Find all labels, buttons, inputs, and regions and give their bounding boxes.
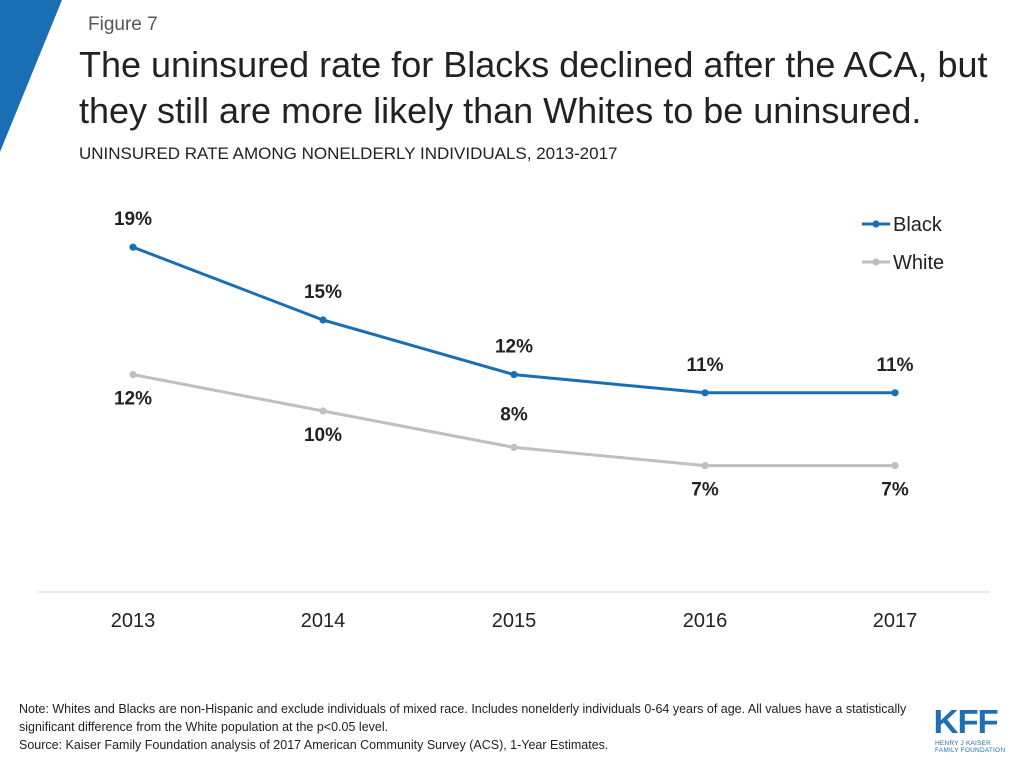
footnote [19, 700, 919, 754]
data-label-white-2016: 7% [691, 479, 719, 501]
data-point-black-2014 [319, 316, 326, 323]
x-tick-label-2014: 2014 [300, 610, 346, 632]
kff-logo-line1: HENRY J KAISER [935, 740, 992, 747]
x-tick-label-2013: 2013 [110, 610, 156, 632]
data-label-white-2014: 10% [303, 425, 343, 446]
footnote-note: Note: Whites and Blacks are non-Hispanic and exclude individuals of mixed race. Includes nonelderly individuals 0-64 years of age. All values have a statistically significant difference from the White population at the p<0.05 level. [19, 702, 907, 734]
data-label-white-2017: 7% [881, 479, 909, 501]
data-point-black-2013 [129, 244, 136, 251]
chart-subtitle: UNINSURED RATE AMONG NONELDERLY INDIVIDUALS, 2013-2017 [79, 144, 618, 163]
series-line-black [133, 247, 895, 393]
legend-marker-black [872, 220, 879, 227]
data-label-black-2014: 15% [303, 282, 343, 303]
chart-title: The uninsured rate for Blacks declined after the ACA, but they still are more likely than Whites to be uninsured. [79, 44, 988, 131]
footnote-source: Source: Kaiser Family Foundation analysis of 2017 American Community Survey (ACS), 1-Year Estimates. [19, 738, 609, 752]
data-label-black-2017: 11% [876, 354, 914, 376]
data-point-white-2016 [701, 462, 708, 469]
data-label-black-2015: 12% [494, 336, 534, 358]
kff-logo-line2: FAMILY FOUNDATION [935, 747, 1006, 754]
data-point-black-2015 [510, 371, 517, 378]
legend-label-black: Black [893, 214, 942, 236]
x-tick-label-2015: 2015 [491, 610, 537, 632]
figure-label: Figure 7 [88, 14, 158, 35]
data-point-white-2014 [319, 407, 326, 414]
data-label-white-2015: 8% [500, 404, 528, 426]
kff-logo [935, 705, 1010, 754]
kff-logo-mark: KFF [933, 703, 998, 740]
data-point-black-2016 [701, 389, 708, 396]
x-tick-label-2016: 2016 [682, 610, 728, 632]
data-label-white-2013: 12% [113, 388, 153, 410]
data-label-black-2013: 19% [113, 209, 153, 231]
data-point-black-2017 [891, 389, 898, 396]
data-point-white-2015 [510, 444, 517, 451]
data-point-white-2013 [129, 371, 136, 378]
kff-logo-subtitle [935, 740, 1010, 754]
legend-label-white: White [893, 252, 945, 274]
legend-marker-white [872, 258, 879, 265]
data-point-white-2017 [891, 462, 898, 469]
data-label-black-2016: 11% [686, 354, 724, 376]
x-tick-label-2017: 2017 [872, 610, 918, 632]
